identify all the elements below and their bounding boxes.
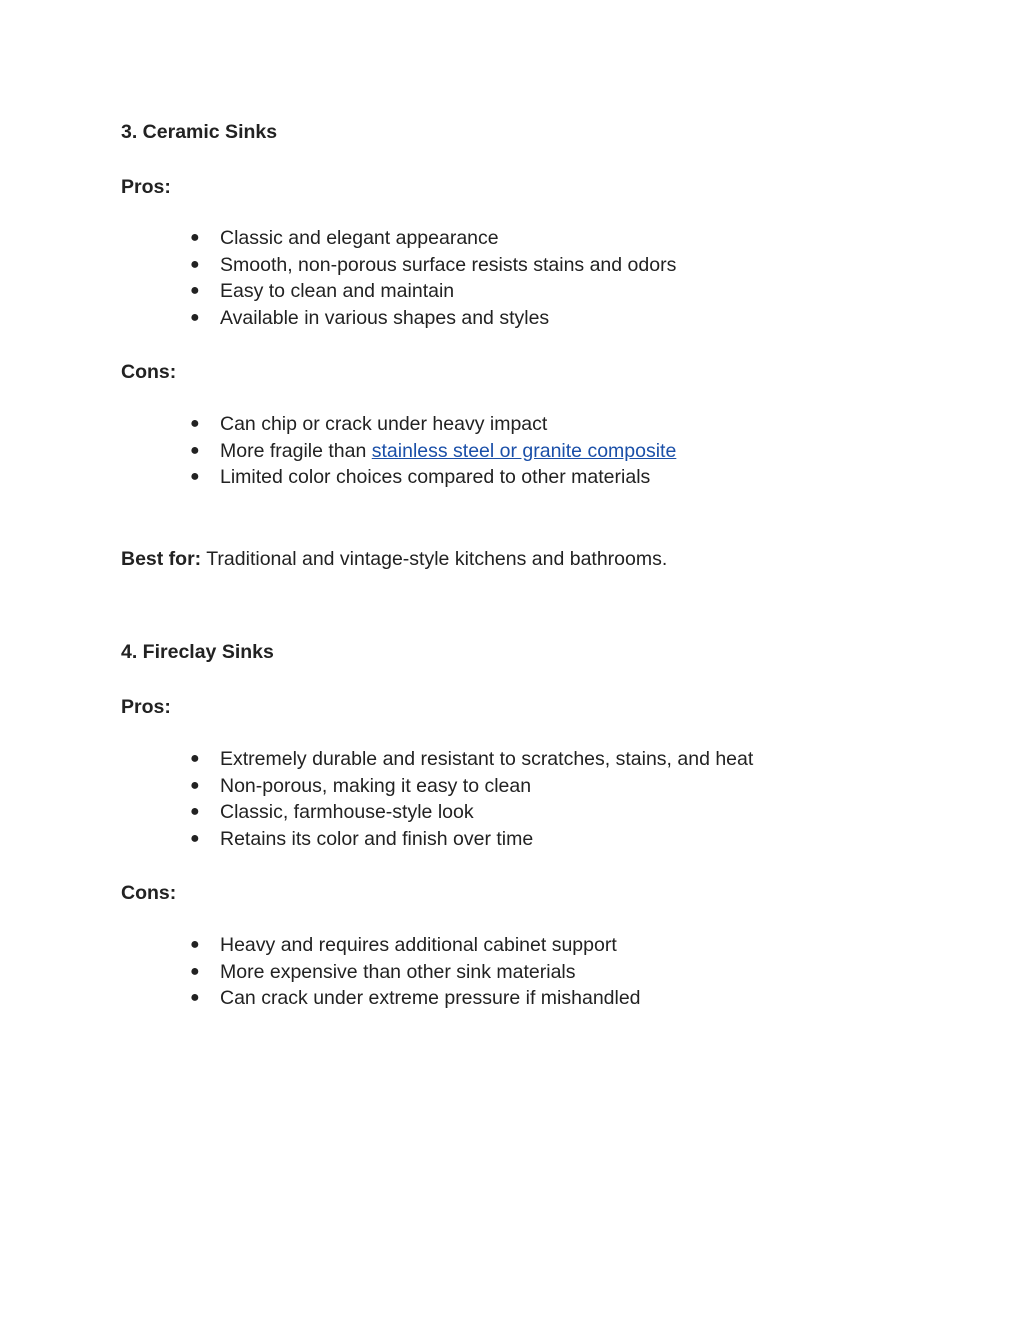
section-title-fireclay: 4. Fireclay Sinks bbox=[121, 641, 274, 663]
bullet-icon: ● bbox=[190, 229, 200, 246]
bullet-icon: ● bbox=[190, 962, 200, 980]
best-for-label: Best for: bbox=[121, 548, 202, 570]
bullet-icon: ● bbox=[190, 468, 200, 485]
bullet-icon: ● bbox=[190, 308, 200, 326]
bullet-icon: ● bbox=[190, 776, 200, 794]
bullet-icon: ● bbox=[190, 936, 200, 953]
cons-label-ceramic: Cons: bbox=[121, 361, 177, 383]
bullet-icon: ● bbox=[190, 441, 200, 459]
bullet-icon: ● bbox=[190, 255, 200, 273]
cons-label-fireclay: Cons: bbox=[121, 882, 177, 904]
section-title-ceramic: 3. Ceramic Sinks bbox=[121, 121, 278, 143]
pros-label-fireclay: Pros: bbox=[121, 696, 171, 718]
materials-comparison-link[interactable]: stainless steel or granite composite bbox=[371, 439, 677, 462]
pros-label-ceramic: Pros: bbox=[121, 176, 171, 198]
bullet-icon: ● bbox=[190, 989, 200, 1006]
bullet-icon: ● bbox=[190, 282, 200, 299]
bullet-icon: ● bbox=[190, 415, 200, 432]
document-page: 3. Ceramic Sinks Pros: ● Classic and elegant appearance ● Smooth, non-porous surface resists stains and odors ● Easy to clean and maintain ● Available in various shapes and styles Cons: ● Can chip or crack under heavy impact ● More fragile than stainless steel or granite composite ● Limited color choices compared to other materials Best for: Traditional and vintage-style kitchens and bathrooms. 4. Fireclay Sinks Pros: ● Extremely durable and resistant to scratches, stains, and heat ● Non-porous, making it easy to clean ● Classic, farmhouse-style look ● Retains its color and finish over time Cons: ● Heavy and requires additional cabinet support ● More expensive than other sink materials ● Can crack under extreme pressure if mishandled bbox=[0, 0, 1024, 1325]
bullet-icon: ● bbox=[190, 829, 200, 847]
best-for-ceramic bbox=[121, 547, 667, 571]
bullet-icon: ● bbox=[190, 803, 200, 820]
bullet-icon: ● bbox=[190, 750, 200, 767]
best-for-text: Traditional and vintage-style kitchens and bathrooms. bbox=[201, 548, 668, 570]
